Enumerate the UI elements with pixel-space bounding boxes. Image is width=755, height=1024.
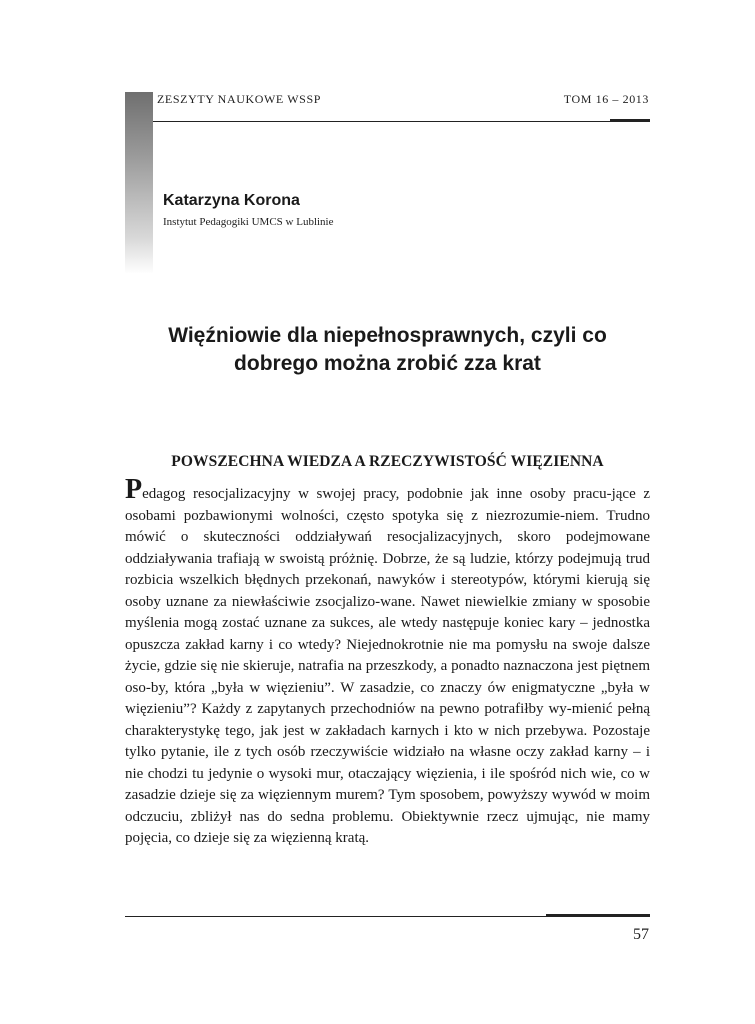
author-affiliation: Instytut Pedagogiki UMCS w Lublinie: [163, 216, 334, 228]
volume-info: TOM 16 – 2013: [563, 92, 649, 106]
header-divider: [153, 121, 650, 122]
header-divider-accent: [610, 119, 650, 122]
author-name: Katarzyna Korona: [163, 192, 300, 209]
body-paragraph: [125, 474, 650, 850]
header-accent-bar: [125, 92, 153, 274]
paragraph-text: edagog resocjalizacyjny w swojej pracy, podobnie jak inne osoby pracu-jące z osobami pozbawionymi wolności, często spotyka się z niezrozumie-niem. Trudno mówić o skuteczności oddziaływań resocjalizacyjnych, skoro podejmowane oddziaływania trafiają w swoistą próżnię. Dobrze, że są ludzie, którzy podejmują trud rozbicia wszelkich błędnych przekonań, nawyków i stereotypów, którymi kierują się osoby uznane za niewłaściwie zsocjalizo-wane. Nawet niewielkie zmiany w sposobie myślenia mogą zostać uznane za sukces, ale wtedy następuje koniec kary – jednostka opuszcza zakład karny i co wtedy? Niejednokrotnie nie ma pomysłu na swoje dalsze życie, gdzie się nie skieruje, natrafia na przeszkody, a ponadto naznaczona jest piętnem oso-by, która „była w więzieniu”. W zasadzie, co znaczy ów enigmatyczne „była w więzieniu”? Każdy z zapytanych przechodniów na pewno potrafiłby wy-mienić pełną charakterystykę tego, jak jest w zakładach karnych i kto w nich przebywa. Pozostaje tylko pytanie, ile z tych osób rzeczywiście widziało na własne oczy zakład karny – i nie chodzi tu jedynie o wysoki mur, otaczający więzienia, i ile spośród nich wie, co w zasadzie dzieje się za więziennym murem? Tym sposobem, powyższy wywód w moim odczuciu, zbliżył nas do sedna problemu. Obiektywnie rzecz ujmując, nie mamy pojęcia, co dzieje się za więzienną kratą.: [125, 486, 650, 846]
page-number: 57: [633, 926, 649, 943]
footer-divider-accent: [546, 914, 650, 917]
journal-name: ZESZYTY NAUKOWE WSSP: [157, 92, 321, 106]
article-title: Więźniowie dla niepełnosprawnych, czyli co dobrego można zrobić zza krat: [168, 324, 607, 375]
section-heading: POWSZECHNA WIEDZA A RZECZYWISTOŚĆ WIĘZIENNA: [171, 453, 604, 470]
drop-cap: P: [125, 474, 143, 505]
